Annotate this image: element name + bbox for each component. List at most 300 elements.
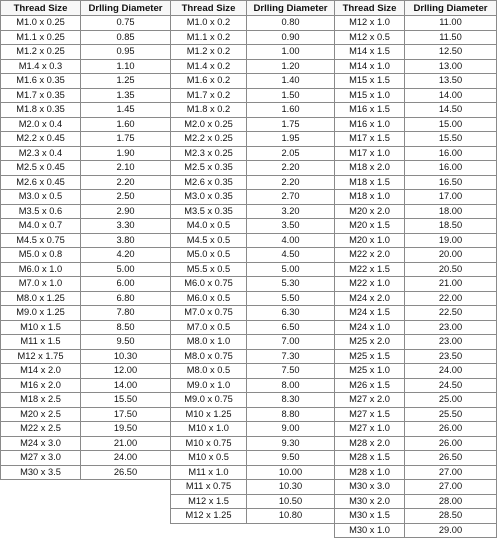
thread-size-cell: M6.0 x 0.75: [171, 277, 247, 292]
thread-size-cell: M1.6 x 0.2: [171, 74, 247, 89]
thread-size-cell: M25 x 1.0: [335, 364, 405, 379]
drilling-diameter-cell: 9.50: [247, 451, 335, 466]
table-row: [335, 132, 497, 147]
thread-table-1: [0, 0, 171, 480]
thread-size-cell: M5.0 x 0.8: [1, 248, 81, 263]
drilling-diameter-cell: 7.80: [81, 306, 171, 321]
thread-size-cell: M10 x 1.0: [171, 422, 247, 437]
table-row: [335, 248, 497, 263]
thread-size-cell: M9.0 x 0.75: [171, 393, 247, 408]
table-row: [171, 509, 335, 524]
table-row: [1, 393, 171, 408]
thread-size-cell: M2.0 x 0.4: [1, 117, 81, 132]
thread-size-cell: M1.7 x 0.2: [171, 88, 247, 103]
drilling-diameter-cell: 7.50: [247, 364, 335, 379]
drilling-diameter-cell: 1.95: [247, 132, 335, 147]
table-row: [171, 480, 335, 495]
table-row: [335, 480, 497, 495]
table-row: [1, 132, 171, 147]
thread-size-cell: M27 x 2.0: [335, 393, 405, 408]
drilling-diameter-cell: 0.90: [247, 30, 335, 45]
thread-size-cell: M12 x 1.0: [335, 16, 405, 31]
table-row: [1, 451, 171, 466]
table-row: [335, 349, 497, 364]
thread-size-cell: M4.5 x 0.75: [1, 233, 81, 248]
drilling-diameter-cell: 0.75: [81, 16, 171, 31]
thread-size-cell: M5.0 x 0.5: [171, 248, 247, 263]
thread-size-cell: M27 x 1.0: [335, 422, 405, 437]
thread-size-cell: M1.8 x 0.35: [1, 103, 81, 118]
thread-size-cell: M1.0 x 0.25: [1, 16, 81, 31]
drilling-diameter-cell: 23.00: [405, 320, 497, 335]
thread-size-cell: M4.5 x 0.5: [171, 233, 247, 248]
table-header-row: [335, 1, 497, 16]
table-header-row: [171, 1, 335, 16]
thread-size-cell: M1.4 x 0.2: [171, 59, 247, 74]
table-row: [335, 509, 497, 524]
table-row: [1, 204, 171, 219]
drilling-diameter-cell: 26.00: [405, 422, 497, 437]
thread-size-cell: M11 x 0.75: [171, 480, 247, 495]
table-row: [171, 436, 335, 451]
drilling-diameter-cell: 6.50: [247, 320, 335, 335]
thread-size-cell: M17 x 1.5: [335, 132, 405, 147]
thread-size-cell: M8.0 x 1.0: [171, 335, 247, 350]
table-row: [1, 74, 171, 89]
drilling-diameter-cell: 24.00: [81, 451, 171, 466]
drilling-diameter-cell: 8.80: [247, 407, 335, 422]
thread-size-cell: M2.6 x 0.45: [1, 175, 81, 190]
thread-size-cell: M2.5 x 0.45: [1, 161, 81, 176]
drilling-diameter-cell: 1.40: [247, 74, 335, 89]
thread-size-cell: M1.4 x 0.3: [1, 59, 81, 74]
thread-size-cell: M20 x 1.5: [335, 219, 405, 234]
thread-size-cell: M24 x 2.0: [335, 291, 405, 306]
thread-size-cell: M20 x 1.0: [335, 233, 405, 248]
thread-size-cell: M24 x 1.0: [335, 320, 405, 335]
thread-size-cell: M15 x 1.5: [335, 74, 405, 89]
drilling-diameter-cell: 4.20: [81, 248, 171, 263]
thread-size-cell: M26 x 1.5: [335, 378, 405, 393]
thread-size-cell: M2.2 x 0.45: [1, 132, 81, 147]
drilling-diameter-cell: 22.50: [405, 306, 497, 321]
table-row: [171, 30, 335, 45]
thread-size-cell: M9.0 x 1.25: [1, 306, 81, 321]
thread-size-cell: M6.0 x 0.5: [171, 291, 247, 306]
thread-size-cell: M4.0 x 0.7: [1, 219, 81, 234]
table-body: [1, 16, 171, 480]
table-row: [171, 175, 335, 190]
table-row: [335, 74, 497, 89]
thread-size-cell: M1.6 x 0.35: [1, 74, 81, 89]
drilling-diameter-cell: 8.30: [247, 393, 335, 408]
table-row: [335, 204, 497, 219]
table-row: [1, 291, 171, 306]
table-row: [1, 219, 171, 234]
table-row: [335, 59, 497, 74]
drilling-diameter-cell: 1.60: [81, 117, 171, 132]
table-row: [171, 117, 335, 132]
thread-size-cell: M3.0 x 0.5: [1, 190, 81, 205]
thread-size-cell: M1.2 x 0.25: [1, 45, 81, 60]
table-row: [335, 88, 497, 103]
thread-table-2: [170, 0, 335, 524]
drilling-diameter-cell: 10.30: [247, 480, 335, 495]
thread-size-cell: M18 x 1.0: [335, 190, 405, 205]
drilling-diameter-cell: 1.75: [81, 132, 171, 147]
table-row: [335, 175, 497, 190]
thread-size-cell: M14 x 2.0: [1, 364, 81, 379]
drilling-diameter-cell: 0.80: [247, 16, 335, 31]
table-row: [335, 277, 497, 292]
drilling-diameter-cell: 28.00: [405, 494, 497, 509]
thread-size-cell: M2.6 x 0.35: [171, 175, 247, 190]
drilling-diameter-cell: 4.50: [247, 248, 335, 263]
table-row: [335, 30, 497, 45]
table-row: [335, 161, 497, 176]
table-row: [1, 161, 171, 176]
thread-size-cell: M12 x 1.5: [171, 494, 247, 509]
drilling-diameter-cell: 2.70: [247, 190, 335, 205]
table-row: [171, 378, 335, 393]
thread-size-cell: M16 x 2.0: [1, 378, 81, 393]
drilling-diameter-cell: 24.00: [405, 364, 497, 379]
drilling-diameter-cell: 0.85: [81, 30, 171, 45]
drilling-diameter-cell: 1.75: [247, 117, 335, 132]
drilling-diameter-cell: 1.50: [247, 88, 335, 103]
table-row: [171, 277, 335, 292]
drilling-diameter-cell: 14.00: [81, 378, 171, 393]
table-row: [335, 378, 497, 393]
drilling-diameter-cell: 1.25: [81, 74, 171, 89]
table-row: [335, 335, 497, 350]
drilling-diameter-cell: 10.30: [81, 349, 171, 364]
table-row: [335, 219, 497, 234]
thread-size-cell: M24 x 3.0: [1, 436, 81, 451]
drilling-diameter-cell: 0.95: [81, 45, 171, 60]
table-row: [171, 16, 335, 31]
table-row: [335, 320, 497, 335]
thread-size-cell: M3.0 x 0.35: [171, 190, 247, 205]
drilling-diameter-cell: 7.30: [247, 349, 335, 364]
table-row: [1, 146, 171, 161]
thread-size-cell: M20 x 2.5: [1, 407, 81, 422]
thread-size-cell: M22 x 1.5: [335, 262, 405, 277]
drilling-diameter-cell: 28.50: [405, 509, 497, 524]
table-row: [1, 16, 171, 31]
thread-size-cell: M27 x 3.0: [1, 451, 81, 466]
drilling-diameter-cell: 3.80: [81, 233, 171, 248]
drilling-diameter-cell: 2.20: [247, 175, 335, 190]
table-row: [335, 523, 497, 538]
drilling-diameter-cell: 13.00: [405, 59, 497, 74]
table-row: [1, 465, 171, 480]
table-row: [335, 422, 497, 437]
table-row: [1, 320, 171, 335]
thread-size-cell: M1.7 x 0.35: [1, 88, 81, 103]
table-row: [335, 233, 497, 248]
drilling-diameter-cell: 29.00: [405, 523, 497, 538]
table-row: [1, 88, 171, 103]
table-row: [335, 407, 497, 422]
thread-size-cell: M8.0 x 0.75: [171, 349, 247, 364]
thread-size-cell: M2.5 x 0.35: [171, 161, 247, 176]
thread-size-cell: M11 x 1.5: [1, 335, 81, 350]
drilling-diameter-cell: 16.00: [405, 146, 497, 161]
drilling-diameter-cell: 16.50: [405, 175, 497, 190]
thread-size-cell: M27 x 1.5: [335, 407, 405, 422]
table-row: [335, 436, 497, 451]
table-row: [171, 393, 335, 408]
drilling-diameter-cell: 15.50: [81, 393, 171, 408]
table-row: [335, 465, 497, 480]
drilling-diameter-cell: 5.30: [247, 277, 335, 292]
table-row: [171, 422, 335, 437]
drilling-diameter-cell: 2.90: [81, 204, 171, 219]
table-row: [171, 190, 335, 205]
drilling-diameter-cell: 7.00: [247, 335, 335, 350]
thread-size-cell: M1.1 x 0.2: [171, 30, 247, 45]
drilling-diameter-cell: 15.00: [405, 117, 497, 132]
table-row: [1, 364, 171, 379]
drilling-diameter-cell: 15.50: [405, 132, 497, 147]
drilling-diameter-cell: 10.80: [247, 509, 335, 524]
table-row: [335, 262, 497, 277]
thread-size-cell: M28 x 2.0: [335, 436, 405, 451]
table-row: [1, 422, 171, 437]
thread-size-cell: M16 x 1.5: [335, 103, 405, 118]
drilling-diameter-cell: 11.50: [405, 30, 497, 45]
thread-size-cell: M1.0 x 0.2: [171, 16, 247, 31]
drilling-diameter-cell: 9.50: [81, 335, 171, 350]
thread-size-cell: M6.0 x 1.0: [1, 262, 81, 277]
thread-table-3: [334, 0, 497, 538]
thread-size-cell: M4.0 x 0.5: [171, 219, 247, 234]
table-row: [171, 248, 335, 263]
table-row: [1, 103, 171, 118]
drilling-diameter-cell: 10.00: [247, 465, 335, 480]
table-row: [335, 494, 497, 509]
thread-size-cell: M8.0 x 1.25: [1, 291, 81, 306]
drilling-diameter-cell: 5.50: [247, 291, 335, 306]
drilling-diameter-cell: 25.00: [405, 393, 497, 408]
drilling-diameter-cell: 14.00: [405, 88, 497, 103]
table-row: [171, 233, 335, 248]
table-row: [335, 190, 497, 205]
table-row: [1, 45, 171, 60]
table-row: [1, 436, 171, 451]
table-row: [335, 16, 497, 31]
thread-size-cell: M10 x 0.5: [171, 451, 247, 466]
thread-size-cell: M30 x 3.5: [1, 465, 81, 480]
drilling-diameter-cell: 25.50: [405, 407, 497, 422]
thread-size-cell: M28 x 1.5: [335, 451, 405, 466]
thread-size-cell: M2.3 x 0.25: [171, 146, 247, 161]
thread-size-cell: M7.0 x 0.75: [171, 306, 247, 321]
thread-size-cell: M14 x 1.5: [335, 45, 405, 60]
drilling-diameter-cell: 6.80: [81, 291, 171, 306]
thread-size-cell: M30 x 1.0: [335, 523, 405, 538]
table-row: [1, 262, 171, 277]
thread-size-cell: M12 x 1.25: [171, 509, 247, 524]
thread-size-cell: M3.5 x 0.35: [171, 204, 247, 219]
table-row: [1, 248, 171, 263]
table-row: [171, 88, 335, 103]
drilling-diameter-cell: 23.50: [405, 349, 497, 364]
table-row: [1, 30, 171, 45]
thread-size-cell: M3.5 x 0.6: [1, 204, 81, 219]
table-row: [335, 451, 497, 466]
thread-size-cell: M10 x 1.5: [1, 320, 81, 335]
table-row: [1, 335, 171, 350]
thread-size-cell: M7.0 x 1.0: [1, 277, 81, 292]
drilling-diameter-cell: 19.00: [405, 233, 497, 248]
drilling-diameter-cell: 18.00: [405, 204, 497, 219]
drilling-diameter-cell: 14.50: [405, 103, 497, 118]
drilling-diameter-cell: 6.30: [247, 306, 335, 321]
drilling-diameter-cell: 26.00: [405, 436, 497, 451]
thread-size-cell: M10 x 0.75: [171, 436, 247, 451]
table-row: [171, 132, 335, 147]
table-row: [171, 146, 335, 161]
drilling-diameter-cell: 20.00: [405, 248, 497, 263]
table-body: [171, 16, 335, 524]
table-row: [1, 407, 171, 422]
table-row: [171, 262, 335, 277]
thread-size-header: Thread Size: [171, 1, 247, 16]
table-row: [171, 494, 335, 509]
drilling-diameter-cell: 16.00: [405, 161, 497, 176]
table-row: [1, 117, 171, 132]
thread-size-cell: M12 x 1.75: [1, 349, 81, 364]
thread-size-cell: M7.0 x 0.5: [171, 320, 247, 335]
drilling-diameter-cell: 23.00: [405, 335, 497, 350]
table-row: [171, 349, 335, 364]
table-row: [171, 465, 335, 480]
table-row: [1, 306, 171, 321]
drilling-diameter-cell: 1.20: [247, 59, 335, 74]
thread-size-cell: M10 x 1.25: [171, 407, 247, 422]
table-row: [171, 407, 335, 422]
table-row: [171, 74, 335, 89]
drilling-diameter-cell: 6.00: [81, 277, 171, 292]
table-row: [171, 364, 335, 379]
drilling-diameter-cell: 12.00: [81, 364, 171, 379]
table-row: [335, 291, 497, 306]
table-row: [1, 277, 171, 292]
table-row: [171, 45, 335, 60]
drilling-diameter-cell: 9.30: [247, 436, 335, 451]
thread-size-cell: M5.5 x 0.5: [171, 262, 247, 277]
drilling-diameter-cell: 1.45: [81, 103, 171, 118]
table-body: [335, 16, 497, 538]
thread-size-cell: M30 x 2.0: [335, 494, 405, 509]
drilling-diameter-cell: 2.10: [81, 161, 171, 176]
drilling-diameter-cell: 4.00: [247, 233, 335, 248]
thread-size-cell: M18 x 2.5: [1, 393, 81, 408]
table-row: [171, 204, 335, 219]
drilling-diameter-cell: 19.50: [81, 422, 171, 437]
drilling-diameter-cell: 2.20: [247, 161, 335, 176]
thread-size-cell: M18 x 2.0: [335, 161, 405, 176]
drilling-diameter-cell: 21.00: [81, 436, 171, 451]
thread-size-cell: M25 x 1.5: [335, 349, 405, 364]
thread-size-cell: M24 x 1.5: [335, 306, 405, 321]
thread-size-cell: M28 x 1.0: [335, 465, 405, 480]
thread-size-cell: M2.0 x 0.25: [171, 117, 247, 132]
table-row: [335, 364, 497, 379]
thread-size-cell: M20 x 2.0: [335, 204, 405, 219]
table-row: [171, 161, 335, 176]
thread-size-cell: M1.1 x 0.25: [1, 30, 81, 45]
drilling-diameter-cell: 2.20: [81, 175, 171, 190]
drilling-diameter-cell: 1.10: [81, 59, 171, 74]
thread-size-cell: M22 x 2.0: [335, 248, 405, 263]
drilling-diameter-cell: 8.00: [247, 378, 335, 393]
thread-size-cell: M11 x 1.0: [171, 465, 247, 480]
table-row: [1, 349, 171, 364]
drilling-diameter-cell: 24.50: [405, 378, 497, 393]
drilling-diameter-cell: 17.50: [81, 407, 171, 422]
table-row: [171, 103, 335, 118]
thread-size-cell: M30 x 1.5: [335, 509, 405, 524]
drilling-diameter-cell: 17.00: [405, 190, 497, 205]
thread-size-cell: M2.3 x 0.4: [1, 146, 81, 161]
table-row: [1, 59, 171, 74]
table-row: [171, 335, 335, 350]
table-header-row: [1, 1, 171, 16]
drilling-diameter-cell: 27.00: [405, 465, 497, 480]
thread-size-cell: M25 x 2.0: [335, 335, 405, 350]
drilling-diameter-header: Drlling Diameter: [247, 1, 335, 16]
thread-size-cell: M8.0 x 0.5: [171, 364, 247, 379]
thread-size-cell: M30 x 3.0: [335, 480, 405, 495]
table-row: [1, 233, 171, 248]
table-row: [335, 393, 497, 408]
drilling-diameter-cell: 1.35: [81, 88, 171, 103]
drilling-diameter-header: Drlling Diameter: [81, 1, 171, 16]
thread-size-cell: M12 x 0.5: [335, 30, 405, 45]
thread-size-cell: M18 x 1.5: [335, 175, 405, 190]
drilling-diameter-cell: 5.00: [81, 262, 171, 277]
table-row: [171, 320, 335, 335]
drilling-diameter-cell: 2.50: [81, 190, 171, 205]
thread-size-cell: M2.2 x 0.25: [171, 132, 247, 147]
drilling-diameter-cell: 3.50: [247, 219, 335, 234]
drilling-diameter-cell: 12.50: [405, 45, 497, 60]
drilling-diameter-cell: 26.50: [81, 465, 171, 480]
drilling-diameter-cell: 1.60: [247, 103, 335, 118]
drilling-diameter-cell: 1.90: [81, 146, 171, 161]
drilling-diameter-cell: 1.00: [247, 45, 335, 60]
thread-size-cell: M1.2 x 0.2: [171, 45, 247, 60]
drilling-diameter-cell: 3.20: [247, 204, 335, 219]
table-row: [1, 190, 171, 205]
drilling-diameter-cell: 26.50: [405, 451, 497, 466]
drilling-diameter-cell: 20.50: [405, 262, 497, 277]
drilling-diameter-cell: 13.50: [405, 74, 497, 89]
thread-size-cell: M22 x 2.5: [1, 422, 81, 437]
table-row: [1, 378, 171, 393]
drilling-diameter-cell: 11.00: [405, 16, 497, 31]
drilling-diameter-cell: 2.05: [247, 146, 335, 161]
drilling-diameter-cell: 27.00: [405, 480, 497, 495]
table-row: [335, 103, 497, 118]
drilling-diameter-cell: 9.00: [247, 422, 335, 437]
thread-size-header: Thread Size: [1, 1, 81, 16]
thread-size-cell: M16 x 1.0: [335, 117, 405, 132]
table-row: [171, 306, 335, 321]
